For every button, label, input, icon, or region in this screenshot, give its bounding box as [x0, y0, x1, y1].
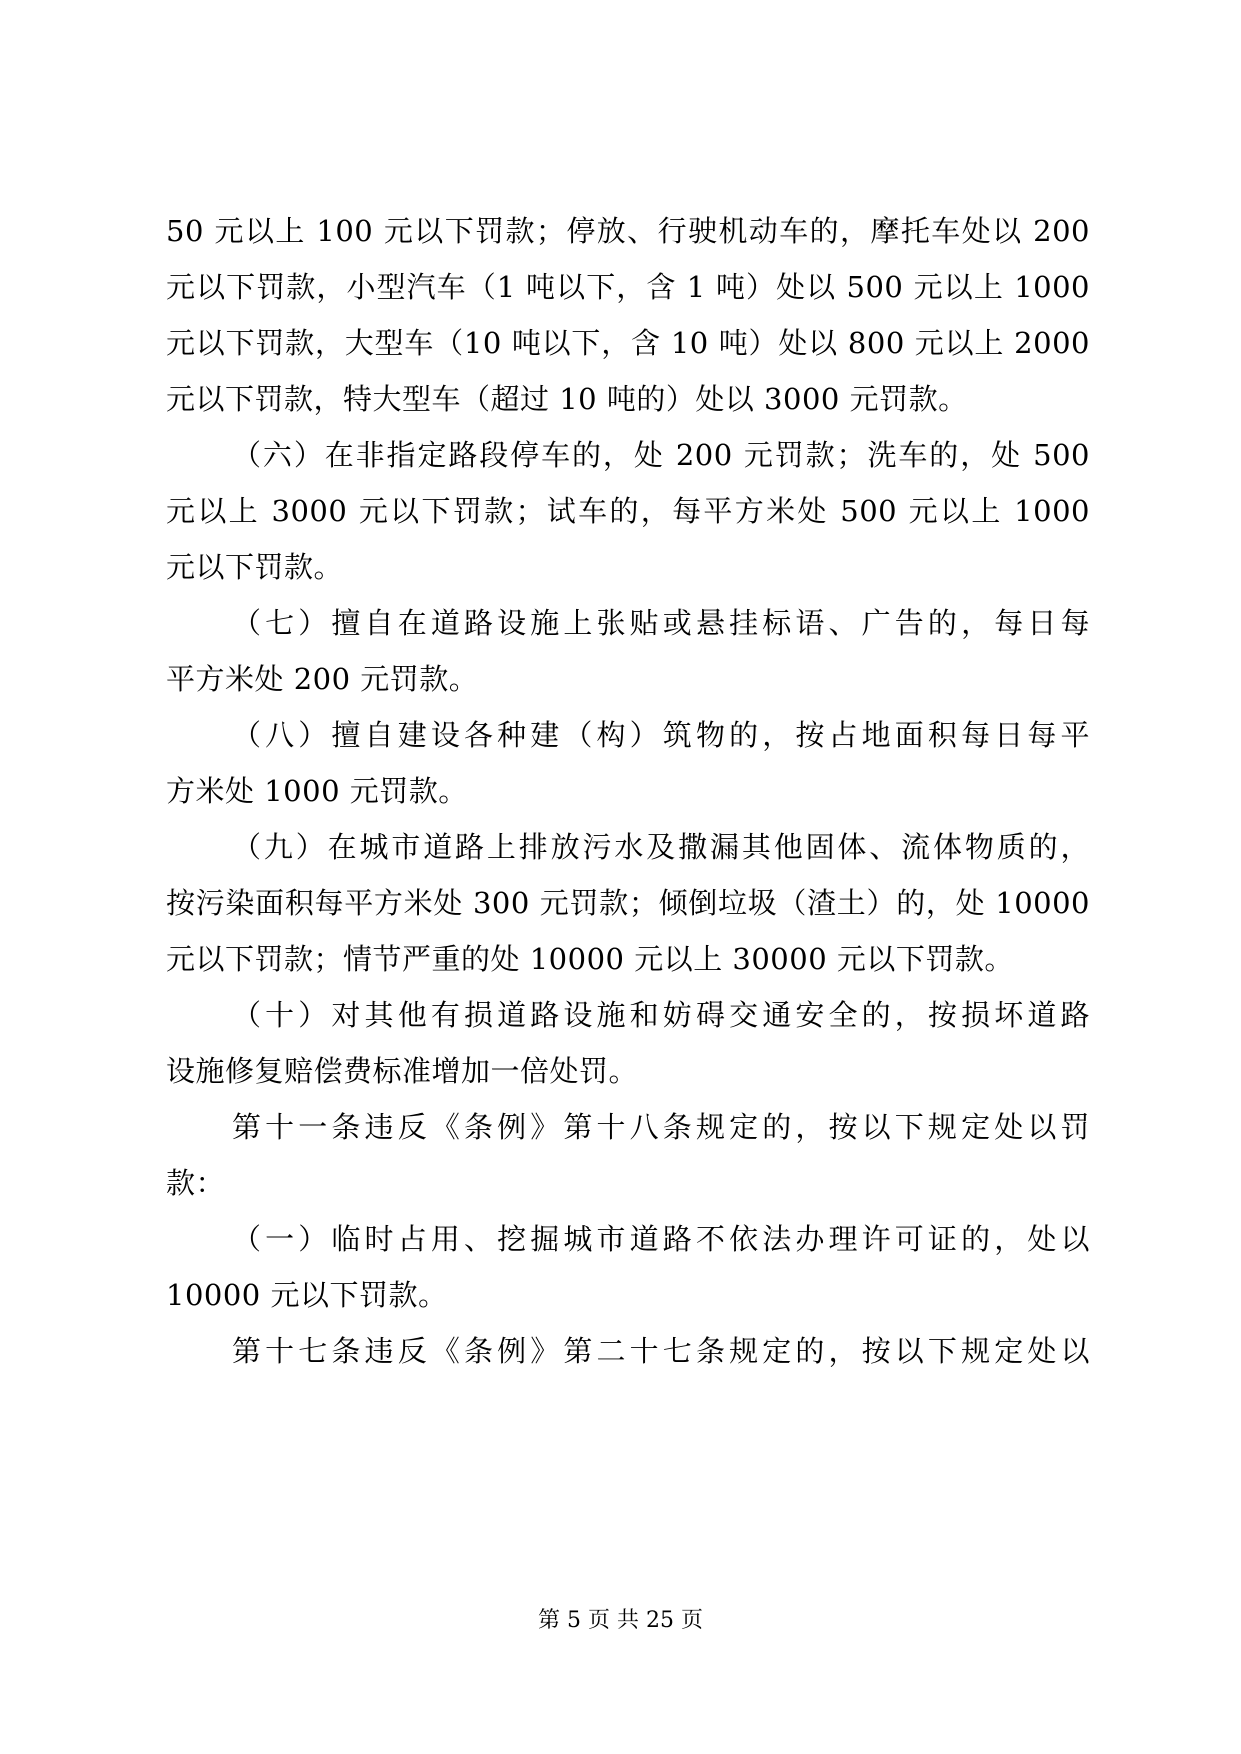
paragraph-first-line: （八）擅自建设各种建（构）筑物的，按占地面积每日每平 [232, 718, 1090, 752]
article-heading-line: 第十一条违反《条例》第十八条规定的，按以下规定处以罚 [232, 1110, 1090, 1144]
text-line: 按污染面积每平方米处 300 元罚款；倾倒垃圾（渣土）的，处 10000 [166, 886, 1090, 920]
text-line: 元以下罚款，小型汽车（1 吨以下，含 1 吨）处以 500 元以上 1000 [166, 270, 1090, 304]
text-line: 元以下罚款。 [166, 550, 344, 584]
paragraph-first-line: （六）在非指定路段停车的，处 200 元罚款；洗车的，处 500 [232, 438, 1090, 472]
text-line: 款： [166, 1166, 226, 1200]
page-number-footer: 第 5 页 共 25 页 [538, 1608, 703, 1633]
text-line: 元以下罚款，大型车（10 吨以下，含 10 吨）处以 800 元以上 2000 [166, 326, 1090, 360]
text-line: 50 元以上 100 元以下罚款；停放、行驶机动车的，摩托车处以 200 [166, 214, 1090, 248]
text-line: 平方米处 200 元罚款。 [166, 662, 479, 696]
article-heading-line: 第十七条违反《条例》第二十七条规定的，按以下规定处以 [232, 1334, 1090, 1368]
paragraph-first-line: （七）擅自在道路设施上张贴或悬挂标语、广告的，每日每 [232, 606, 1090, 640]
text-line: 10000 元以下罚款。 [166, 1278, 448, 1312]
text-line: 元以下罚款；情节严重的处 10000 元以上 30000 元以下罚款。 [166, 942, 1014, 976]
text-line: 方米处 1000 元罚款。 [166, 774, 468, 808]
text-line: 元以上 3000 元以下罚款；试车的，每平方米处 500 元以上 1000 [166, 494, 1090, 528]
text-line: 设施修复赔偿费标准增加一倍处罚。 [166, 1054, 639, 1088]
text-line: 元以下罚款，特大型车（超过 10 吨的）处以 3000 元罚款。 [166, 382, 968, 416]
paragraph-first-line: （一）临时占用、挖掘城市道路不依法办理许可证的，处以 [232, 1222, 1090, 1256]
paragraph-first-line: （十）对其他有损道路设施和妨碍交通安全的，按损坏道路 [232, 998, 1090, 1032]
paragraph-first-line: （九）在城市道路上排放污水及撒漏其他固体、流体物质的， [232, 830, 1090, 864]
